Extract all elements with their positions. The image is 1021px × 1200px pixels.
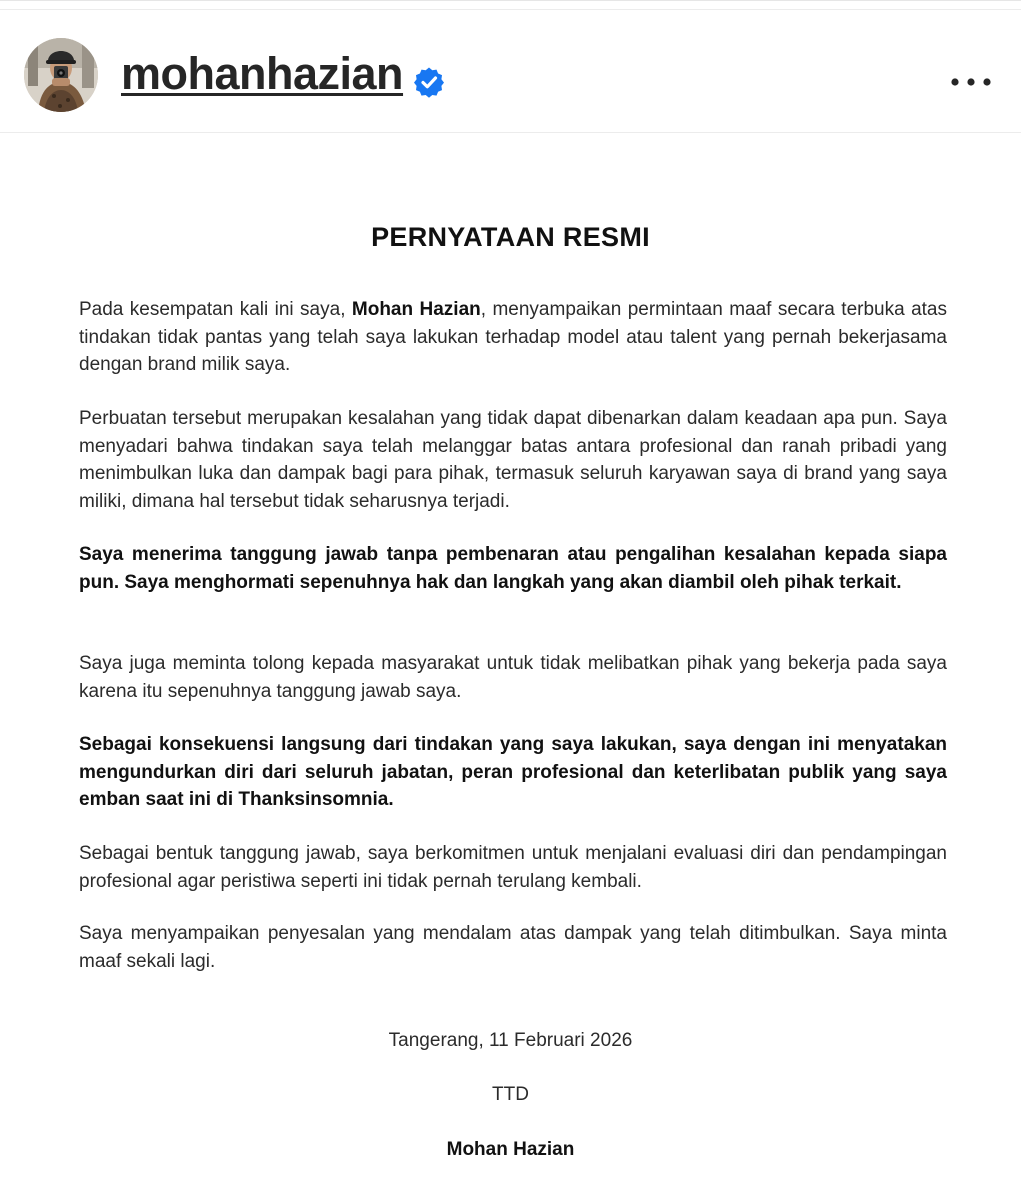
statement-paragraph-5: Sebagai konsekuensi langsung dari tindakan yang saya lakukan, saya dengan ini menyatakan mengundurkan diri dari seluruh jabatan, peran profesional dan keterlibatan publik yang saya emban saat ini di Thanksinsomnia. xyxy=(79,734,947,810)
statement-paragraph-3: Saya menerima tanggung jawab tanpa pembenaran atau pengalihan kesalahan kepada siapa pun. Saya menghormati sepenuhnya hak dan langkah yang akan diambil oleh pihak terkait. xyxy=(79,544,947,593)
place-date: Tangerang, 11 Februari 2026 xyxy=(388,1030,633,1051)
statement-title: PERNYATAAN RESMI xyxy=(371,222,650,252)
statement-paragraph-6: Sebagai bentuk tanggung jawab, saya berkomitmen untuk menjalani evaluasi diri dan pendampingan profesional agar peristiwa seperti ini tidak pernah terulang kembali. xyxy=(79,843,947,892)
avatar-photo xyxy=(24,38,98,112)
username-link[interactable]: mohanhazian xyxy=(121,48,404,99)
top-divider xyxy=(0,0,1021,1)
paragraph-1-intro: Pada kesempatan kali ini saya, xyxy=(79,299,352,320)
statement-paragraph-7: Saya menyampaikan penyesalan yang mendalam atas dampak yang telah ditimbulkan. Saya minta maaf sekali lagi. xyxy=(79,923,947,972)
avatar[interactable] xyxy=(24,38,98,112)
signatory-name: Mohan Hazian xyxy=(446,1139,575,1160)
post-header xyxy=(0,9,1021,133)
statement-paragraph-4: Saya juga meminta tolong kepada masyarakat untuk tidak melibatkan pihak yang bekerja pada saya karena itu sepenuhnya tanggung jawab saya. xyxy=(79,653,947,702)
verified-badge-icon xyxy=(413,66,445,98)
statement-image xyxy=(0,133,1021,1200)
statement-paragraph-1 xyxy=(79,296,947,379)
statement-paragraph-2: Perbuatan tersebut merupakan kesalahan yang tidak dapat dibenarkan dalam keadaan apa pun. Saya menyadari bahwa tindakan saya telah melanggar batas antara profesional dan ranah pribadi yang menimbulkan luka dan dampak bagi para pihak, termasuk seluruh karyawan saya di brand yang saya miliki, dimana hal tersebut tidak seharusnya terjadi. xyxy=(79,408,947,512)
more-options-icon[interactable] xyxy=(946,66,996,98)
signature-label: TTD xyxy=(492,1084,529,1105)
paragraph-1-rest: , menyampaikan permintaan maaf secara terbuka atas tindakan tidak pantas yang telah saya lakukan terhadap model atau talent yang pernah bekerjasama dengan brand milik saya. xyxy=(79,299,947,375)
paragraph-1-name: Mohan Hazian xyxy=(351,299,481,320)
